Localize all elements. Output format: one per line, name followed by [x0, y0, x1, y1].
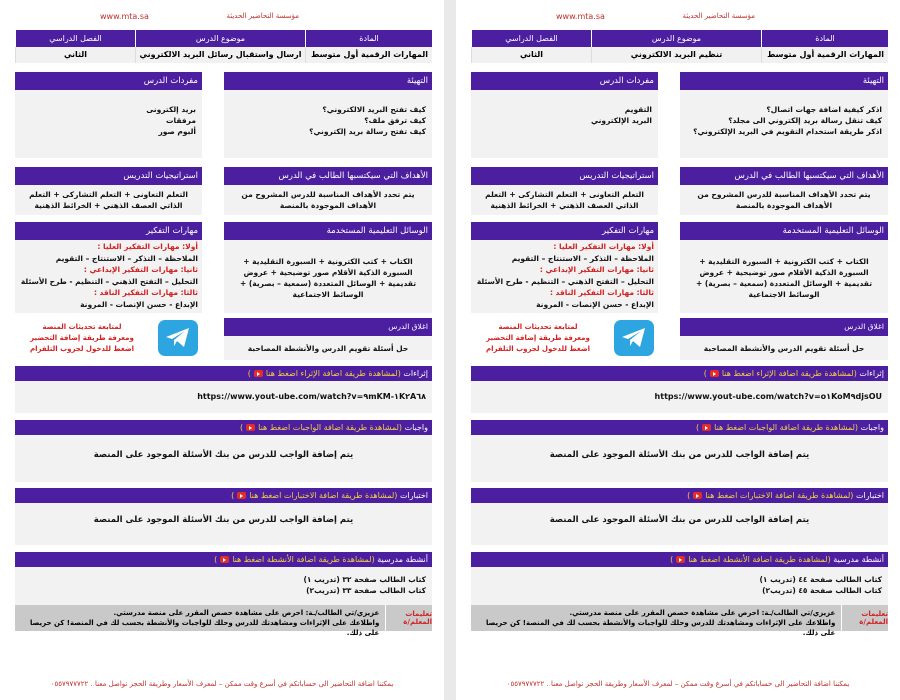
activities-heading[interactable]: [471, 552, 888, 567]
thinking-subheading: ثالثا: مهارات التفكير الناقد :: [93, 288, 198, 297]
goals-text: يتم تحدد الأهداف المناسبة للدرس المشروح من الأهداف الموجودة بالمنصة: [241, 190, 415, 210]
warmup-section: [680, 72, 888, 158]
warmup-line: كيف ترفق ملف؟: [364, 116, 426, 125]
enrichment-url[interactable]: https://www.yout-ube.com/watch?v=٩mKM-١K٢A٦٨: [197, 392, 426, 401]
institution-name: مؤسسة التحاضير الحديثة: [682, 12, 755, 20]
warmup-line: كيف تنقل رسالة بريد إلكتروني الى مجلد؟: [728, 116, 882, 125]
teacher-notes-label: تعليمات المعلم/ة: [841, 605, 888, 631]
paren: ): [214, 555, 218, 564]
activity-item: كتاب الطالب صفحة ٤٤ (تدريب ١): [759, 575, 882, 584]
tests-text: يتم إضافة الواجب للدرس من بنك الأسئلة الموجود على المنصة: [93, 515, 354, 525]
vocabulary-item: مرفقات: [166, 116, 196, 125]
homework-section: [15, 420, 432, 482]
enrichment-section: [15, 366, 432, 413]
activities-section: [471, 552, 888, 605]
thinking-line: الملاحظة – التذكر – الاستنتاج – التقويم: [511, 253, 654, 263]
tests-help-link[interactable]: (لمشاهدة طريقة اضافة الاختبارات اضغط هنا: [705, 491, 854, 500]
telegram-group-link[interactable]: [468, 322, 608, 355]
strategies-section: [15, 167, 202, 215]
teacher-notes: [471, 605, 888, 637]
telegram-text: اضغط للدخول لجروب التلقرام: [29, 345, 135, 353]
tests-title: اختبارات: [399, 491, 428, 500]
tests-title: اختبارات: [855, 491, 884, 500]
closing-section: [224, 318, 432, 360]
activities-title: أنشطة مدرسية: [833, 555, 884, 564]
thinking-heading: مهارات التفكير: [471, 222, 658, 240]
vocabulary-item: ألبوم صور: [158, 127, 196, 136]
telegram-text: اضغط للدخول لجروب التلقرام: [485, 345, 591, 353]
subject-value: المهارات الرقمية أول متوسط: [305, 47, 432, 63]
thinking-heading: مهارات التفكير: [15, 222, 202, 240]
enrichment-title: إثراءات: [403, 369, 428, 378]
vocabulary-section: [15, 72, 202, 158]
tests-section: [471, 488, 888, 545]
activity-item: كتاب الطالب صفحة ٣٣ (تدريب٢): [306, 586, 426, 595]
goals-section: [224, 167, 432, 215]
youtube-icon[interactable]: [220, 556, 229, 563]
homework-title: واجبات: [860, 423, 884, 432]
footer-contact: يمكننا اضافة التحاضير الى حساباتكم في أسرع وقت ممكن – لمعرف الأسعار وطريقة الحجز تواصل معنا . ٠٥٥٧٩٧٧٧٢٢: [506, 680, 850, 688]
warmup-line: كيف تفتح رسالة بريد إلكتروني؟: [309, 127, 426, 136]
topic-header: موضوع الدرس: [135, 30, 305, 47]
activities-section: [15, 552, 432, 605]
thinking-subheading: ثانيا: مهارات التفكير الإبداعي :: [539, 265, 654, 274]
youtube-icon[interactable]: [237, 492, 246, 499]
thinking-subheading: ثالثا: مهارات التفكير الناقد :: [549, 288, 654, 297]
enrichment-help-link[interactable]: (لمشاهدة طريقة اضافة الإثراء اضغط هنا: [721, 369, 857, 378]
institution-name: مؤسسة التحاضير الحديثة: [226, 12, 299, 20]
homework-heading[interactable]: [15, 420, 432, 435]
tools-section: [680, 222, 888, 313]
thinking-line: التحليل – التفتح الذهني – التنظيم - طرح الأسئلة: [476, 276, 654, 286]
footer-contact: يمكننا اضافة التحاضير الى حساباتكم في أسرع وقت ممكن – لمعرف الأسعار وطريقة الحجز تواصل معنا . ٠٥٥٧٩٧٧٧٢٢: [50, 680, 394, 688]
paren: ): [696, 423, 700, 432]
youtube-icon[interactable]: [693, 492, 702, 499]
telegram-text: لمتابعة تحديثات المنصة: [498, 323, 578, 331]
youtube-icon[interactable]: [710, 370, 719, 377]
thinking-line: الملاحظة – التذكر – الاستنتاج – التقويم: [55, 253, 198, 263]
warmup-line: اذكر كيفية اضافة جهات اتصال؟: [766, 105, 882, 114]
thinking-subheading: ثانيا: مهارات التفكير الإبداعي :: [83, 265, 198, 274]
paren: ): [247, 369, 251, 378]
term-value: الثاني: [471, 47, 591, 63]
topic-value: تنظيم البريد الالكتروني: [591, 47, 761, 63]
goals-text: يتم تحدد الأهداف المناسبة للدرس المشروح من الأهداف الموجودة بالمنصة: [697, 190, 871, 210]
activities-help-link[interactable]: (لمشاهدة طريقة اضافة الأنشطة اضغط هنا: [688, 555, 831, 564]
telegram-text: ومعرفة طريقة إضافة التحضير: [30, 334, 134, 342]
tests-text: يتم إضافة الواجب للدرس من بنك الأسئلة الموجود على المنصة: [549, 515, 810, 525]
telegram-icon[interactable]: [614, 320, 654, 356]
thinking-line: التحليل – التفتح الذهني – التنظيم - طرح الأسئلة: [20, 276, 198, 286]
topic-value: ارسال واستقبال رسائل البريد الالكتروني: [135, 47, 305, 63]
subject-value: المهارات الرقمية أول متوسط: [761, 47, 888, 63]
topic-header: موضوع الدرس: [591, 30, 761, 47]
term-header: الفصل الدراسي: [471, 30, 591, 47]
activities-title: أنشطة مدرسية: [377, 555, 428, 564]
thinking-line: الإبداع - حسن الإنصات - المرونة: [536, 299, 654, 309]
telegram-group-link[interactable]: [12, 322, 152, 355]
teacher-notes-line: واطلاعك على الإثراءات ومشاهدتك للدرس وحلك للواجبات والأنشطة بحسب لك في المنصة! كن حريصا على ذلك.: [30, 619, 380, 637]
subject-header: المادة: [761, 30, 888, 47]
enrichment-section: [471, 366, 888, 413]
thinking-section: [15, 222, 202, 313]
homework-heading[interactable]: [471, 420, 888, 435]
teacher-notes-label: تعليمات المعلم/ة: [385, 605, 432, 631]
goals-heading: الأهداف التي سيكتسبها الطالب في الدرس: [224, 167, 432, 185]
activity-item: كتاب الطالب صفحة ٣٢ (تدريب ١): [303, 575, 426, 584]
activity-item: كتاب الطالب صفحة ٤٥ (تدريب٢): [762, 586, 882, 595]
closing-section: [680, 318, 888, 360]
thinking-subheading: أولا: مهارات التفكير العليا :: [97, 242, 198, 251]
paren: ): [670, 555, 674, 564]
warmup-line: اذكر طريقة استخدام التقويم في البريد الإلكتروني؟: [693, 127, 882, 136]
homework-title: واجبات: [404, 423, 428, 432]
lesson-info-table: [471, 30, 888, 63]
thinking-section: [471, 222, 658, 313]
homework-text: يتم إضافة الواجب للدرس من بنك الأسئلة الموجود على المنصة: [93, 450, 354, 460]
term-header: الفصل الدراسي: [15, 30, 135, 47]
teacher-notes-line: عزيزي/تي الطالب/ـة: احرص على مشاهدة حصص المقرر على منصة مدرستي.: [569, 609, 836, 617]
vocabulary-heading: مفردات الدرس: [15, 72, 202, 90]
enrichment-help-link[interactable]: (لمشاهدة طريقة اضافة الإثراء اضغط هنا: [265, 369, 401, 378]
tests-help-link[interactable]: (لمشاهدة طريقة اضافة الاختبارات اضغط هنا: [249, 491, 398, 500]
enrichment-url[interactable]: https://www.yout-ube.com/watch?v=o١KoM٩djsOU: [654, 392, 882, 401]
enrichment-heading[interactable]: [15, 366, 432, 381]
teacher-notes-line: واطلاعك على الإثراءات ومشاهدتك للدرس وحلك للواجبات والأنشطة بحسب لك في المنصة! كن حريصا على ذلك.: [486, 619, 836, 637]
youtube-icon[interactable]: [702, 424, 711, 431]
vocabulary-section: [471, 72, 658, 158]
youtube-icon[interactable]: [676, 556, 685, 563]
lesson-info-table: [15, 30, 432, 63]
site-url[interactable]: www.mta.sa: [100, 12, 149, 21]
youtube-icon[interactable]: [246, 424, 255, 431]
paren: ): [231, 491, 235, 500]
warmup-line: كيف تفتح البريد الالكتروني؟: [322, 105, 426, 114]
thinking-subheading: أولا: مهارات التفكير العليا :: [553, 242, 654, 251]
homework-help-link[interactable]: (لمشاهدة طريقة اضافة الواجبات اضغط هنا: [714, 423, 859, 432]
tools-text: الكتاب + كتب الكترونية + السبورة التقليدية + السبورة الذكية الأقلام صور توضيحية + عروض تقديمية + الوسائل المتعددة (سمعية – بصرية) + الوسائط الاجتماعية: [239, 257, 417, 299]
homework-section: [471, 420, 888, 482]
closing-heading: اغلاق الدرس: [224, 318, 432, 336]
goals-section: [680, 167, 888, 215]
term-value: الثاني: [15, 47, 135, 63]
vocabulary-item: التقويم: [624, 105, 652, 114]
activities-help-link[interactable]: (لمشاهدة طريقة اضافة الأنشطة اضغط هنا: [232, 555, 375, 564]
tests-heading[interactable]: [471, 488, 888, 503]
warmup-heading: التهيئة: [680, 72, 888, 90]
warmup-heading: التهيئة: [224, 72, 432, 90]
homework-help-link[interactable]: (لمشاهدة طريقة اضافة الواجبات اضغط هنا: [258, 423, 403, 432]
closing-heading: اغلاق الدرس: [680, 318, 888, 336]
paren: ): [240, 423, 244, 432]
closing-text: حل أسئلة تقويم الدرس والأنشطة المصاحبة: [703, 344, 865, 353]
paren: ): [703, 369, 707, 378]
vocabulary-item: بريد إلكترونى: [146, 105, 196, 114]
telegram-icon[interactable]: [158, 320, 198, 356]
tests-heading[interactable]: [15, 488, 432, 503]
activities-heading[interactable]: [15, 552, 432, 567]
goals-heading: الأهداف التي سيكتسبها الطالب في الدرس: [680, 167, 888, 185]
strategies-heading: استراتيجيات التدريس: [15, 167, 202, 185]
thinking-line: الإبداع - حسن الإنصات - المرونة: [80, 299, 198, 309]
strategies-text: التعلم التعاونى + التعلم التشاركى + التعلم الذاتي العصف الذهني + الخرائط الذهنية: [29, 190, 188, 210]
strategies-section: [471, 167, 658, 215]
tools-section: [224, 222, 432, 313]
enrichment-heading[interactable]: [471, 366, 888, 381]
teacher-notes-line: عزيزي/تي الطالب/ـة: احرص على مشاهدة حصص المقرر على منصة مدرستي.: [113, 609, 380, 617]
tests-section: [15, 488, 432, 545]
strategies-text: التعلم التعاونى + التعلم التشاركى + التعلم الذاتي العصف الذهني + الخرائط الذهنية: [485, 190, 644, 210]
vocabulary-item: البريد الإلكتروني: [591, 116, 652, 125]
strategies-heading: استراتيجيات التدريس: [471, 167, 658, 185]
subject-header: المادة: [305, 30, 432, 47]
enrichment-title: إثراءات: [859, 369, 884, 378]
telegram-text: ومعرفة طريقة إضافة التحضير: [486, 334, 590, 342]
tools-heading: الوسائل التعليمية المستخدمة: [680, 222, 888, 240]
closing-text: حل أسئلة تقويم الدرس والأنشطة المصاحبة: [247, 344, 409, 353]
telegram-text: لمتابعة تحديثات المنصة: [42, 323, 122, 331]
lesson-plan-page-2: [456, 0, 900, 700]
paren: ): [687, 491, 691, 500]
tools-text: الكتاب + كتب الكترونية + السبورة التقليدية + السبورة الذكية الأقلام صور توضيحية + عروض تقديمية + الوسائل المتعددة (سمعية – بصرية) + الوسائط الاجتماعية: [695, 257, 873, 299]
teacher-notes: [15, 605, 432, 637]
vocabulary-heading: مفردات الدرس: [471, 72, 658, 90]
youtube-icon[interactable]: [254, 370, 263, 377]
lesson-plan-page-1: [0, 0, 444, 700]
warmup-section: [224, 72, 432, 158]
tools-heading: الوسائل التعليمية المستخدمة: [224, 222, 432, 240]
homework-text: يتم إضافة الواجب للدرس من بنك الأسئلة الموجود على المنصة: [549, 450, 810, 460]
site-url[interactable]: www.mta.sa: [556, 12, 605, 21]
